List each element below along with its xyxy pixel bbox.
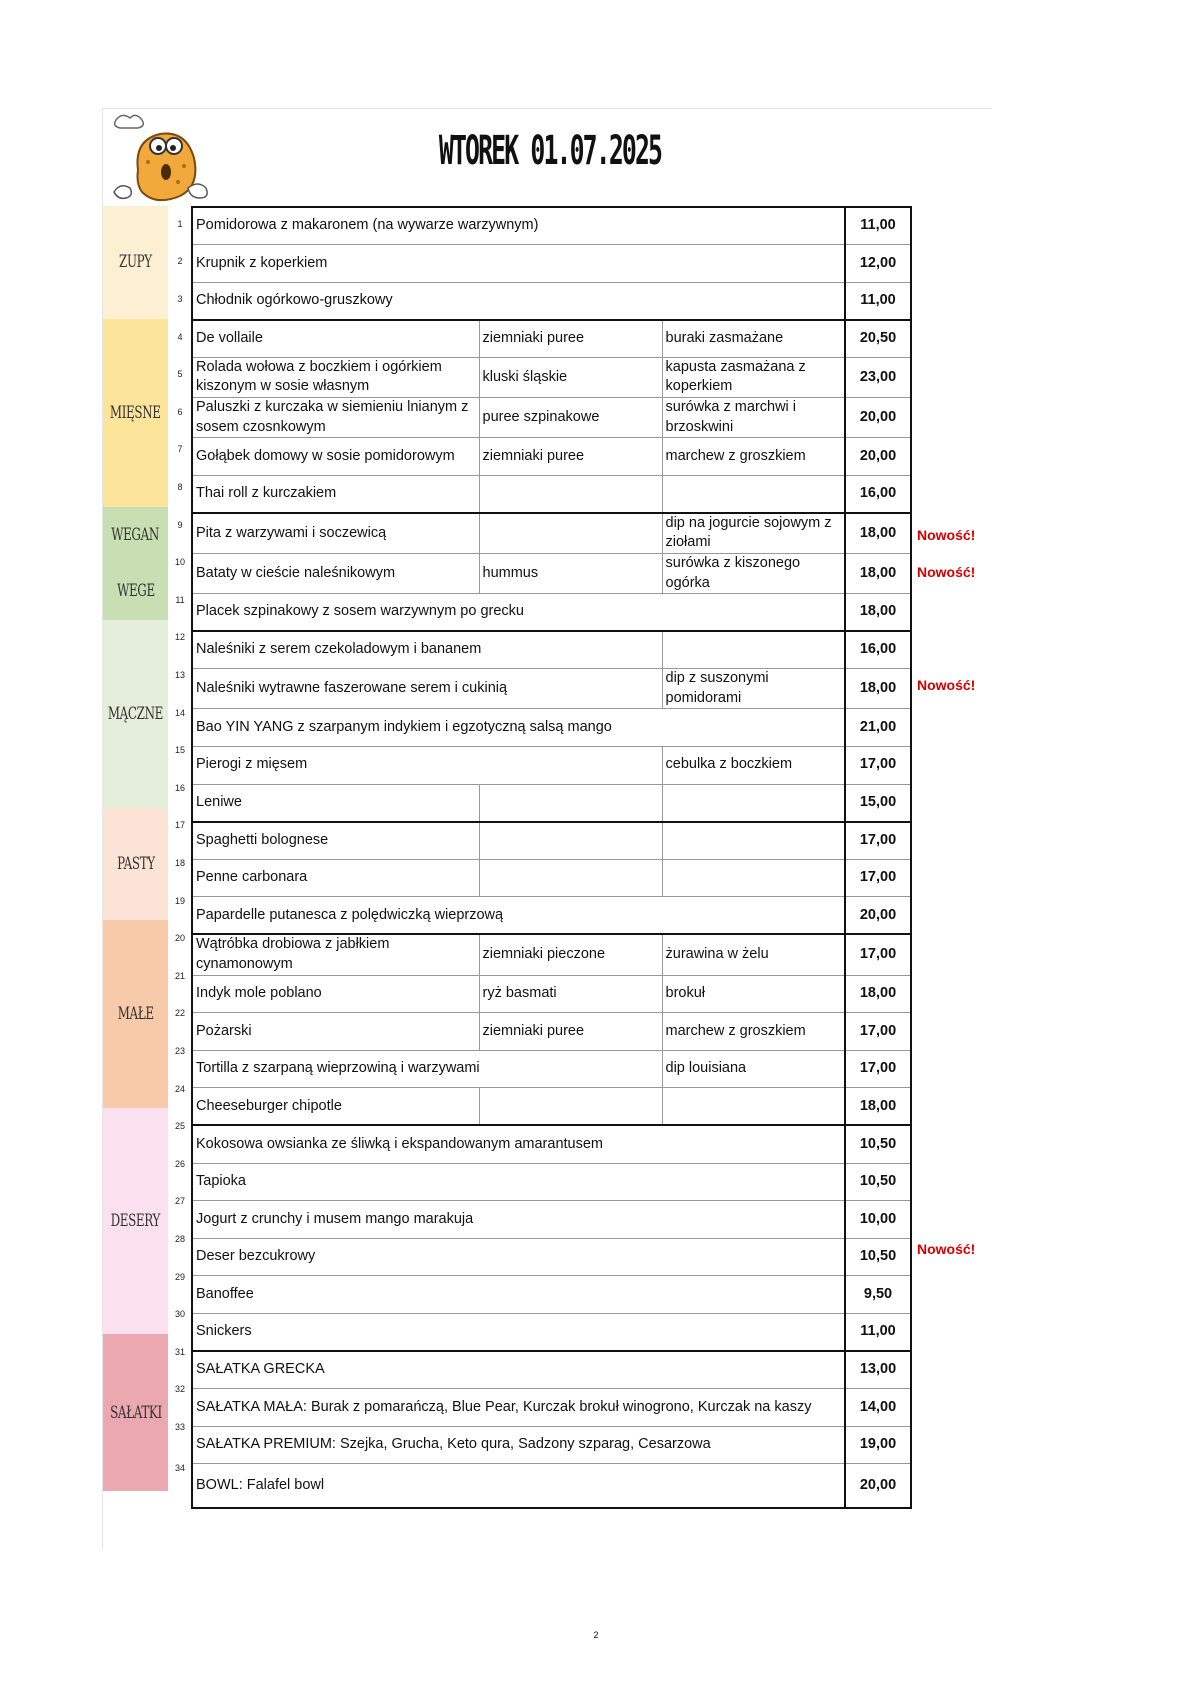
row-number: 26	[174, 1158, 185, 1169]
dish-name: Deser bezcukrowy	[192, 1238, 845, 1276]
menu-row	[192, 1351, 911, 1389]
row-number: 2	[177, 256, 183, 267]
page-number: 2	[593, 1630, 599, 1640]
row-number: 1	[177, 218, 183, 229]
dish-price: 10,50	[845, 1238, 911, 1276]
menu-row	[192, 934, 911, 975]
row-number: 31	[174, 1346, 185, 1357]
row-number: 3	[177, 294, 183, 304]
row-number: 13	[174, 670, 185, 680]
dish-price: 20,00	[845, 897, 911, 935]
category-band	[103, 206, 168, 319]
category-label: PASTY	[116, 853, 155, 874]
dish-name: Tortilla z szarpaną wieprzowiną i warzywami	[192, 1050, 662, 1088]
dish-name: Penne carbonara	[192, 859, 479, 897]
dish-price: 20,50	[845, 320, 911, 358]
dish-side: dip z suszonymi pomidorami	[662, 669, 845, 709]
new-badge: Nowość!	[917, 564, 976, 581]
dish-side: buraki zasmażane	[662, 320, 845, 358]
row-number: 30	[174, 1309, 185, 1320]
dish-price: 14,00	[845, 1389, 911, 1427]
page-title: WTOREK 01.07.2025	[438, 128, 662, 174]
dish-name: Leniwe	[192, 784, 479, 822]
chef-mascot-icon	[108, 110, 216, 206]
dish-name: Pożarski	[192, 1013, 479, 1051]
dish-price: 23,00	[845, 357, 911, 397]
dish-price: 20,00	[845, 1464, 911, 1508]
dish-name: BOWL: Falafel bowl	[192, 1464, 845, 1508]
dish-name: Bataty w cieście naleśnikowym	[192, 553, 479, 593]
dish-name: SAŁATKA MAŁA: Burak z pomarańczą, Blue Pear, Kurczak brokuł winogrono, Kurczak na kaszy	[192, 1389, 845, 1427]
dish-side	[662, 631, 845, 669]
category-band	[103, 1334, 168, 1491]
row-number: 22	[174, 1008, 185, 1019]
dish-side	[662, 784, 845, 822]
dish-price: 11,00	[845, 1313, 911, 1351]
menu-row	[192, 1276, 911, 1314]
dish-side: surówka z kiszonego ogórka	[662, 553, 845, 593]
dish-price: 10,50	[845, 1163, 911, 1201]
dish-side	[479, 475, 662, 513]
dish-price: 18,00	[845, 975, 911, 1013]
menu-row	[192, 1426, 911, 1464]
row-number: 21	[174, 970, 185, 981]
row-number: 28	[174, 1234, 185, 1244]
dish-side	[662, 1088, 845, 1126]
dish-name: Pierogi z mięsem	[192, 746, 662, 784]
menu-row	[192, 438, 911, 476]
dish-name: Rolada wołowa z boczkiem i ogórkiem kiszonym w sosie własnym	[192, 357, 479, 397]
dish-price: 13,00	[845, 1351, 911, 1389]
category-label: WEGE	[116, 581, 155, 602]
category-label: MĄCZNE	[107, 703, 164, 724]
category-label: ZUPY	[119, 252, 152, 273]
row-number: 25	[174, 1121, 185, 1132]
dish-side: surówka z marchwi i brzoskwini	[662, 398, 845, 438]
row-number: 9	[177, 519, 183, 530]
dish-name: Banoffee	[192, 1276, 845, 1314]
dish-side	[479, 513, 662, 554]
dish-price: 9,50	[845, 1276, 911, 1314]
dish-side: ziemniaki pieczone	[479, 934, 662, 975]
category-label: MAŁE	[117, 1004, 154, 1025]
menu-row	[192, 207, 911, 245]
dish-price: 17,00	[845, 822, 911, 860]
category-band	[103, 920, 168, 1108]
dish-side: ryż basmati	[479, 975, 662, 1013]
dish-name: Tapioka	[192, 1163, 845, 1201]
dish-side	[479, 859, 662, 897]
menu-row	[192, 669, 911, 709]
dish-name: Placek szpinakowy z sosem warzywnym po grecku	[192, 594, 845, 632]
row-number: 29	[174, 1271, 185, 1282]
row-number: 23	[174, 1046, 185, 1056]
menu-row	[192, 594, 911, 632]
dish-side: marchew z groszkiem	[662, 438, 845, 476]
dish-side	[662, 822, 845, 860]
category-label: SAŁATKI	[109, 1402, 162, 1423]
menu-row	[192, 1088, 911, 1126]
dish-price: 18,00	[845, 669, 911, 709]
row-number: 24	[174, 1083, 185, 1094]
row-number: 12	[174, 632, 185, 643]
row-number: 17	[174, 820, 185, 831]
dish-price: 16,00	[845, 475, 911, 513]
dish-side: puree szpinakowe	[479, 398, 662, 438]
dish-name: Krupnik z koperkiem	[192, 245, 845, 283]
dish-side	[479, 822, 662, 860]
dish-name: SAŁATKA PREMIUM: Szejka, Grucha, Keto qura, Sadzony szparag, Cesarzowa	[192, 1426, 845, 1464]
dish-side: dip louisiana	[662, 1050, 845, 1088]
menu-table	[191, 206, 912, 1509]
menu-row	[192, 1013, 911, 1051]
menu-row	[192, 1201, 911, 1239]
dish-price: 11,00	[845, 207, 911, 245]
dish-name: Cheeseburger chipotle	[192, 1088, 479, 1126]
menu-row	[192, 320, 911, 358]
dish-side	[479, 784, 662, 822]
menu-row	[192, 1464, 911, 1508]
menu-row	[192, 897, 911, 935]
dish-name: Indyk mole poblano	[192, 975, 479, 1013]
dish-name: Pita z warzywami i soczewicą	[192, 513, 479, 554]
dish-side: żurawina w żelu	[662, 934, 845, 975]
dish-side: marchew z groszkiem	[662, 1013, 845, 1051]
dish-price: 17,00	[845, 1013, 911, 1051]
dish-name: Kokosowa owsianka ze śliwką i ekspandowanym amarantusem	[192, 1125, 845, 1163]
dish-price: 11,00	[845, 282, 911, 320]
menu-row	[192, 784, 911, 822]
row-number: 6	[177, 406, 183, 417]
dish-price: 20,00	[845, 438, 911, 476]
row-number: 8	[177, 482, 183, 492]
category-band	[103, 563, 168, 619]
category-label: MIĘSNE	[110, 402, 161, 423]
menu-row	[192, 475, 911, 513]
row-number: 32	[174, 1384, 185, 1395]
dish-side: dip na jogurcie sojowym z ziołami	[662, 513, 845, 554]
row-number: 10	[174, 557, 185, 568]
row-number: 15	[174, 745, 185, 756]
dish-name: Papardelle putanesca z polędwiczką wieprzową	[192, 897, 845, 935]
dish-price: 18,00	[845, 553, 911, 593]
dish-side: ziemniaki puree	[479, 1013, 662, 1051]
dish-name: Bao YIN YANG z szarpanym indykiem i egzotyczną salsą mango	[192, 709, 845, 747]
row-number: 5	[177, 369, 183, 380]
row-number: 16	[174, 782, 185, 793]
dish-name: Snickers	[192, 1313, 845, 1351]
dish-name: Naleśniki z serem czekoladowym i bananem	[192, 631, 662, 669]
dish-side: ziemniaki puree	[479, 438, 662, 476]
new-badge: Nowość!	[917, 677, 976, 694]
category-band	[103, 319, 168, 507]
dish-side: ziemniaki puree	[479, 320, 662, 358]
menu-row	[192, 1313, 911, 1351]
category-band	[103, 507, 168, 563]
dish-name: Naleśniki wytrawne faszerowane serem i cukinią	[192, 669, 662, 709]
row-number: 33	[174, 1422, 185, 1432]
row-number: 18	[174, 858, 185, 868]
menu-row	[192, 1125, 911, 1163]
dish-name: Thai roll z kurczakiem	[192, 475, 479, 513]
menu-row	[192, 631, 911, 669]
menu-row	[192, 1389, 911, 1427]
row-number: 34	[174, 1462, 185, 1473]
dish-price: 16,00	[845, 631, 911, 669]
menu-row	[192, 746, 911, 784]
dish-name: Wątróbka drobiowa z jabłkiem cynamonowym	[192, 934, 479, 975]
dish-price: 12,00	[845, 245, 911, 283]
dish-price: 17,00	[845, 934, 911, 975]
category-label: WEGAN	[111, 524, 160, 545]
category-band	[103, 1108, 168, 1334]
dish-price: 20,00	[845, 398, 911, 438]
dish-price: 10,50	[845, 1125, 911, 1163]
dish-name: Jogurt z crunchy i musem mango marakuja	[192, 1201, 845, 1239]
dish-name: De vollaile	[192, 320, 479, 358]
dish-name: Chłodnik ogórkowo-gruszkowy	[192, 282, 845, 320]
category-band	[103, 808, 168, 921]
row-number: 19	[174, 895, 185, 906]
dish-side: cebulka z boczkiem	[662, 746, 845, 784]
dish-price: 18,00	[845, 1088, 911, 1126]
menu-row	[192, 513, 911, 554]
menu-row	[192, 553, 911, 593]
new-badge: Nowość!	[917, 1241, 976, 1258]
dish-price: 18,00	[845, 513, 911, 554]
row-number: 4	[177, 331, 183, 342]
row-number: 20	[174, 933, 185, 944]
menu-row	[192, 822, 911, 860]
menu-row	[192, 357, 911, 397]
dish-side	[662, 859, 845, 897]
dish-name: Paluszki z kurczaka w siemieniu lnianym z sosem czosnkowym	[192, 398, 479, 438]
menu-row	[192, 398, 911, 438]
dish-side: kluski śląskie	[479, 357, 662, 397]
dish-price: 17,00	[845, 859, 911, 897]
dish-name: Spaghetti bolognese	[192, 822, 479, 860]
dish-side: hummus	[479, 553, 662, 593]
menu-row	[192, 245, 911, 283]
dish-side	[479, 1088, 662, 1126]
page-frame-top	[102, 108, 992, 109]
row-number: 14	[174, 707, 185, 718]
menu-row	[192, 1050, 911, 1088]
category-label: DESERY	[110, 1211, 161, 1232]
row-number: 27	[174, 1196, 185, 1207]
dish-price: 21,00	[845, 709, 911, 747]
menu-row	[192, 859, 911, 897]
dish-name: SAŁATKA GRECKA	[192, 1351, 845, 1389]
new-badge: Nowość!	[917, 526, 976, 543]
dish-name: Pomidorowa z makaronem (na wywarze warzywnym)	[192, 207, 845, 245]
dish-side	[662, 475, 845, 513]
dish-name: Gołąbek domowy w sosie pomidorowym	[192, 438, 479, 476]
dish-price: 17,00	[845, 746, 911, 784]
dish-price: 10,00	[845, 1201, 911, 1239]
category-band	[103, 620, 168, 808]
row-number: 7	[177, 444, 183, 455]
dish-side: kapusta zasmażana z koperkiem	[662, 357, 845, 397]
dish-price: 19,00	[845, 1426, 911, 1464]
menu-row	[192, 282, 911, 320]
row-number: 11	[175, 594, 185, 605]
menu-row	[192, 1163, 911, 1201]
dish-price: 18,00	[845, 594, 911, 632]
menu-row	[192, 1238, 911, 1276]
dish-side: brokuł	[662, 975, 845, 1013]
dish-price: 15,00	[845, 784, 911, 822]
menu-row	[192, 709, 911, 747]
dish-price: 17,00	[845, 1050, 911, 1088]
menu-row	[192, 975, 911, 1013]
